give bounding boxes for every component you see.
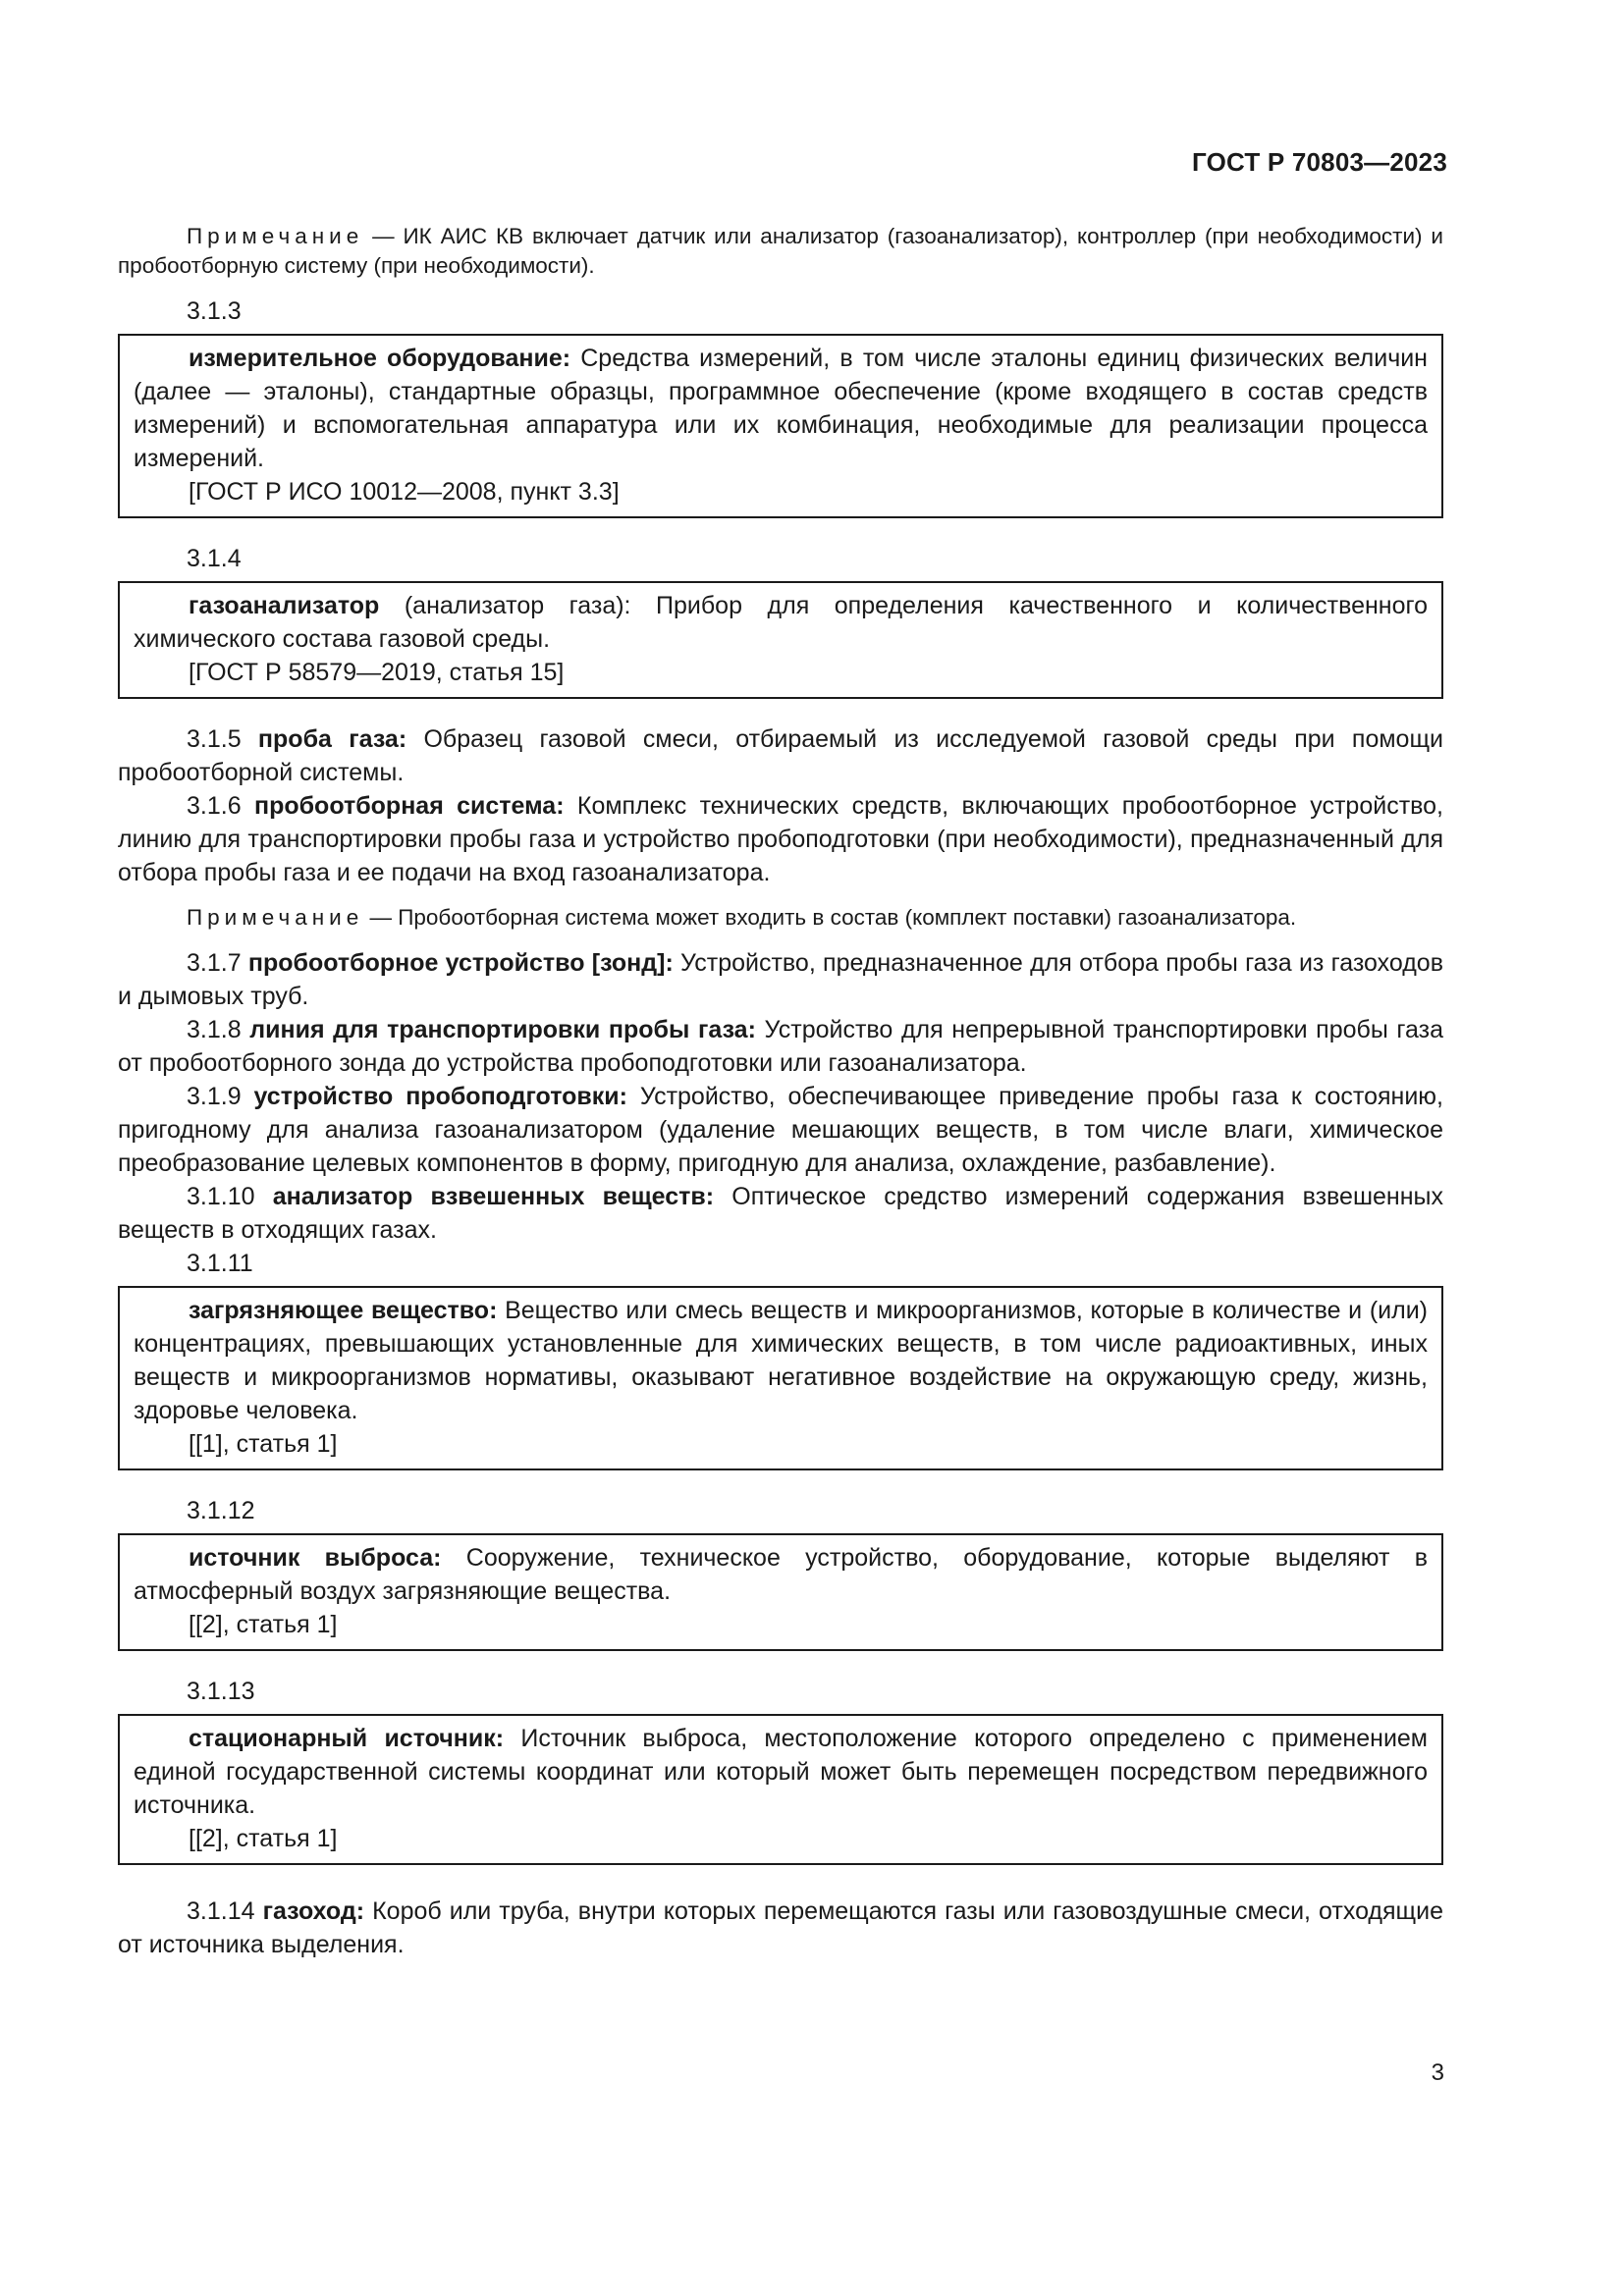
term-name: линия для транспортировки пробы газа: (249, 1016, 756, 1043)
term-box-3-1-4 (118, 581, 1443, 699)
term-source: [[2], статья 1] (189, 1611, 338, 1638)
term-definition: Короб или труба, внутри которых перемещаются газы или газовоздушные смеси, отходящие от источника выделения. (118, 1897, 1443, 1958)
term-number: 3.1.8 (187, 1016, 242, 1043)
term-name: измерительное оборудование: (189, 345, 571, 372)
term-name: устройство пробоподготовки: (253, 1083, 627, 1110)
term-name: загрязняющее вещество: (189, 1297, 498, 1324)
term-entry (134, 589, 1428, 656)
term-source: [[2], статья 1] (189, 1825, 338, 1852)
term-definition: Оптическое средство измерений содержания взвешенных веществ в отходящих газах. (118, 1183, 1443, 1244)
page-number: 3 (1431, 2059, 1444, 2086)
term-name: стационарный источник: (189, 1725, 505, 1752)
term-definition: Средства измерений, в том числе эталоны единиц физических величин (далее — эталоны), стандартные образцы, программное обеспечение (кроме входящего в состав средств измерений) и вспомогательная аппаратура или их комбинация, необходимые для реализации процесса измерений. (134, 345, 1428, 472)
term-definition: Сооружение, техническое устройство, оборудование, которые выделяют в атмосферный воздух загрязняющие вещества. (134, 1544, 1429, 1605)
term-source: [[1], статья 1] (189, 1430, 338, 1458)
term-name: проба газа: (257, 725, 407, 753)
term-3-1-7 (118, 946, 1443, 1013)
term-name: анализатор взвешенных веществ: (272, 1183, 715, 1210)
term-number: 3.1.10 (187, 1183, 255, 1210)
term-definition: Вещество или смесь веществ и микроорганизмов, которые в количестве и (или) концентрациях, превышающих установленные для химических веществ, в том числе радиоактивных, иных веществ и микроорганизмов нормативы, оказывают негативное воздействие на окружающую среду, жизнь, здоровье человека. (134, 1297, 1428, 1424)
term-3-1-9 (118, 1080, 1443, 1180)
note-text: — ИК АИС КВ включает датчик или анализатор (газоанализатор), контроллер (при необходимости) и пробоотборную систему (при необходимости). (118, 224, 1443, 278)
term-name: пробоотборное устройство [зонд]: (247, 949, 674, 977)
term-number: 3.1.7 (187, 949, 242, 977)
term-name: источник выброса: (189, 1544, 442, 1572)
note-label: Примечание (187, 224, 364, 248)
term-definition: Источник выброса, местоположение которого определено с применением единой государственной системы координат или который может быть перемещен посредством передвижного источника. (134, 1725, 1428, 1819)
term-number: 3.1.6 (187, 792, 242, 820)
term-number: 3.1.5 (187, 725, 242, 753)
document-body (118, 222, 1443, 1961)
term-source: [ГОСТ Р ИСО 10012—2008, пункт 3.3] (189, 478, 620, 506)
term-definition: Образец газовой смеси, отбираемый из исследуемой газовой среды при помощи пробоотборной системы. (118, 725, 1443, 786)
term-box-3-1-11 (118, 1286, 1443, 1470)
term-name: газоход: (262, 1897, 365, 1925)
term-3-1-14 (118, 1895, 1443, 1961)
term-number-3-1-13: 3.1.13 (187, 1678, 255, 1705)
term-definition: Комплекс технических средств, включающих пробоотборное устройство, линию для транспортировки пробы газа и устройство пробоподготовки (при необходимости), предназначенный для отбора пробы газа и ее подачи на вход газоанализатора. (118, 792, 1444, 886)
term-box-3-1-13 (118, 1714, 1443, 1865)
term-3-1-5 (118, 722, 1443, 789)
note-text: — Пробоотборная система может входить в состав (комплект поставки) газоанализатора. (363, 905, 1297, 930)
note-2 (118, 903, 1443, 933)
term-3-1-6 (118, 789, 1443, 889)
term-number-3-1-11: 3.1.11 (187, 1250, 253, 1277)
term-3-1-8 (118, 1013, 1443, 1080)
note-1 (118, 222, 1443, 281)
term-definition: Устройство, предназначенное для отбора пробы газа из газоходов и дымовых труб. (118, 949, 1443, 1010)
term-entry (134, 1722, 1428, 1822)
term-box-3-1-3 (118, 334, 1443, 518)
standard-designation: ГОСТ Р 70803—2023 (1192, 147, 1447, 177)
term-number-3-1-3: 3.1.3 (187, 297, 242, 325)
term-source: [ГОСТ Р 58579—2019, статья 15] (189, 659, 565, 686)
term-box-3-1-12 (118, 1533, 1443, 1651)
term-definition: Устройство, обеспечивающее приведение пробы газа к состоянию, пригодному для анализа газоанализатором (удаление мешающих веществ, в том числе влаги, химическое преобразование целевых компонентов в форму, пригодную для анализа, охлаждение, разбавление). (118, 1083, 1443, 1177)
term-number-3-1-4: 3.1.4 (187, 545, 242, 572)
term-name: пробоотборная система: (253, 792, 565, 820)
term-entry (134, 1541, 1428, 1608)
term-entry (134, 342, 1428, 475)
note-label: Примечание (187, 905, 364, 930)
term-number-3-1-12: 3.1.12 (187, 1497, 255, 1524)
term-definition: Устройство для непрерывной транспортировки пробы газа от пробоотборного зонда до устройства пробоподготовки или газоанализатора. (118, 1016, 1443, 1077)
term-number: 3.1.14 (187, 1897, 255, 1925)
term-entry (134, 1294, 1428, 1427)
term-definition: (анализатор газа): Прибор для определения качественного и количественного химического состава газовой среды. (134, 592, 1428, 653)
term-name: газоанализатор (189, 592, 380, 619)
term-number: 3.1.9 (187, 1083, 242, 1110)
term-3-1-10 (118, 1180, 1443, 1247)
